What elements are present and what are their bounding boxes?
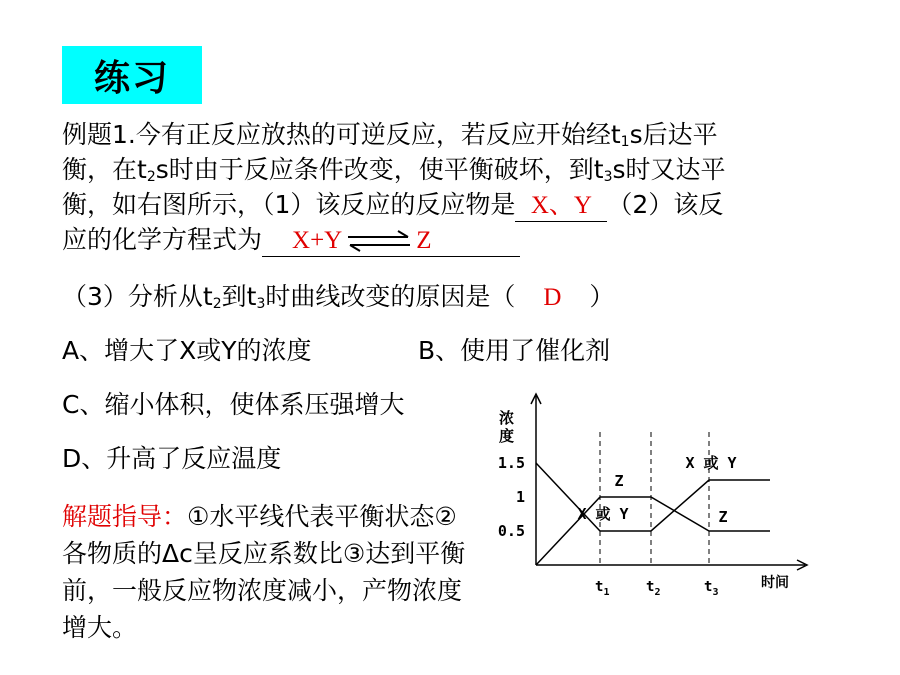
x-axis-label: 时间	[761, 575, 789, 591]
y-tick-label: 1	[515, 488, 525, 506]
series-annotation: X 或 Y	[577, 505, 629, 523]
equation-left: X+Y	[292, 227, 343, 254]
answer-choice: D	[543, 284, 562, 311]
question-line-2	[62, 155, 726, 185]
x-tick-label: $t_3$	[704, 579, 719, 598]
q-text: 例题1.今有正反应放热的可逆反应，若反应开始经t	[62, 120, 621, 149]
answer-reactants: X、Y	[515, 191, 607, 222]
q-text: s后达平	[629, 120, 718, 149]
q-text: （2）该反	[607, 190, 724, 219]
series-annotation: Z	[718, 508, 728, 526]
q-text: 衡，如右图所示，（1）该反应的反应物是	[62, 190, 516, 219]
question-line-5	[62, 282, 614, 313]
series-annotation: X 或 Y	[685, 454, 737, 472]
q-text: ）	[589, 282, 615, 311]
concentration-time-chart	[475, 388, 815, 608]
option-a: A、增大了X或Y的浓度	[62, 336, 312, 365]
solution-guide	[62, 498, 472, 646]
x-tick-label: $t_1$	[595, 579, 610, 598]
title-box	[62, 46, 202, 104]
subscript: 2	[212, 296, 222, 312]
subscript: 1	[620, 134, 630, 150]
q-text: 时曲线改变的原因是（	[265, 282, 516, 311]
subscript: 2	[146, 169, 156, 185]
option-b: B、使用了催化剂	[418, 336, 611, 365]
q-text: 应的化学方程式为	[62, 225, 263, 254]
y-tick-label: 0.5	[497, 522, 525, 540]
subscript: 3	[603, 169, 613, 185]
series-annotation: Z	[614, 472, 624, 490]
option-d: D、升高了反应温度	[62, 444, 282, 473]
q-text: 衡，在t	[62, 155, 147, 184]
equation-right: Z	[416, 227, 432, 254]
guide-label: 解题指导：	[62, 502, 188, 531]
q-text: （3）分析从t	[62, 282, 213, 311]
question-line-3	[62, 190, 723, 222]
option-c: C、缩小体积，使体系压强增大	[62, 390, 405, 419]
answer-equation	[262, 225, 520, 257]
subscript: 3	[256, 296, 266, 312]
page-title: 练习	[93, 57, 170, 99]
series-line	[536, 497, 770, 565]
question-line-1	[62, 120, 718, 150]
y-tick-label: 1.5	[497, 454, 525, 472]
reversible-arrow-icon	[346, 230, 412, 252]
y-axis-label: 浓	[499, 409, 515, 427]
q-text: 到t	[221, 282, 257, 311]
y-axis-label: 度	[499, 427, 515, 445]
x-tick-label: $t_2$	[646, 579, 661, 598]
series-line	[536, 463, 770, 531]
question-line-4	[62, 225, 520, 257]
q-text: s时又达平	[612, 155, 726, 184]
q-text: s时由于反应条件改变，使平衡破坏，到t	[155, 155, 604, 184]
guide-text: ①水平线代表平衡状态②各物质的Δc呈反应系数比③达到平衡前，一般反应物浓度减小，产物浓度增大。	[62, 502, 466, 642]
